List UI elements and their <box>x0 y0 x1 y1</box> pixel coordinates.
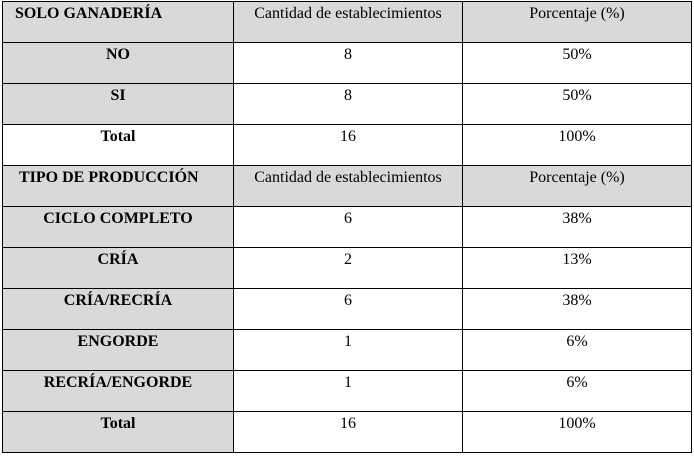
column-header-count: Cantidad de establecimientos <box>234 2 463 43</box>
column-header-count: Cantidad de establecimientos <box>234 166 463 207</box>
count-cell: 8 <box>234 43 463 84</box>
table-row <box>3 207 692 248</box>
percent-cell: 6% <box>463 330 692 371</box>
percent-cell: 50% <box>463 43 692 84</box>
count-cell: 2 <box>234 248 463 289</box>
column-header-percent: Porcentaje (%) <box>463 166 692 207</box>
total-row <box>3 412 692 453</box>
percent-cell: 38% <box>463 289 692 330</box>
percent-cell: 38% <box>463 207 692 248</box>
table-row <box>3 84 692 125</box>
percent-cell: 50% <box>463 84 692 125</box>
count-cell: 6 <box>234 289 463 330</box>
table-row <box>3 289 692 330</box>
row-label: CRÍA/RECRÍA <box>3 289 234 330</box>
row-label: CRÍA <box>3 248 234 289</box>
section-header-row <box>3 166 692 207</box>
row-label: ENGORDE <box>3 330 234 371</box>
column-header-percent: Porcentaje (%) <box>463 2 692 43</box>
count-cell: 16 <box>234 125 463 166</box>
section-header-row <box>3 2 692 43</box>
table-row <box>3 330 692 371</box>
row-label: NO <box>3 43 234 84</box>
percent-cell: 6% <box>463 371 692 412</box>
count-cell: 16 <box>234 412 463 453</box>
percent-cell: 13% <box>463 248 692 289</box>
section-title: SOLO GANADERÍA <box>3 2 234 43</box>
count-cell: 1 <box>234 330 463 371</box>
table-row <box>3 248 692 289</box>
row-label: RECRÍA/ENGORDE <box>3 371 234 412</box>
count-cell: 1 <box>234 371 463 412</box>
total-row <box>3 125 692 166</box>
row-label: Total <box>3 125 234 166</box>
row-label: SI <box>3 84 234 125</box>
table-row <box>3 371 692 412</box>
section-title: TIPO DE PRODUCCIÓN <box>3 166 234 207</box>
count-cell: 6 <box>234 207 463 248</box>
percent-cell: 100% <box>463 125 692 166</box>
percent-cell: 100% <box>463 412 692 453</box>
row-label: CICLO COMPLETO <box>3 207 234 248</box>
table-row <box>3 43 692 84</box>
count-cell: 8 <box>234 84 463 125</box>
establishments-table <box>2 1 692 453</box>
row-label: Total <box>3 412 234 453</box>
